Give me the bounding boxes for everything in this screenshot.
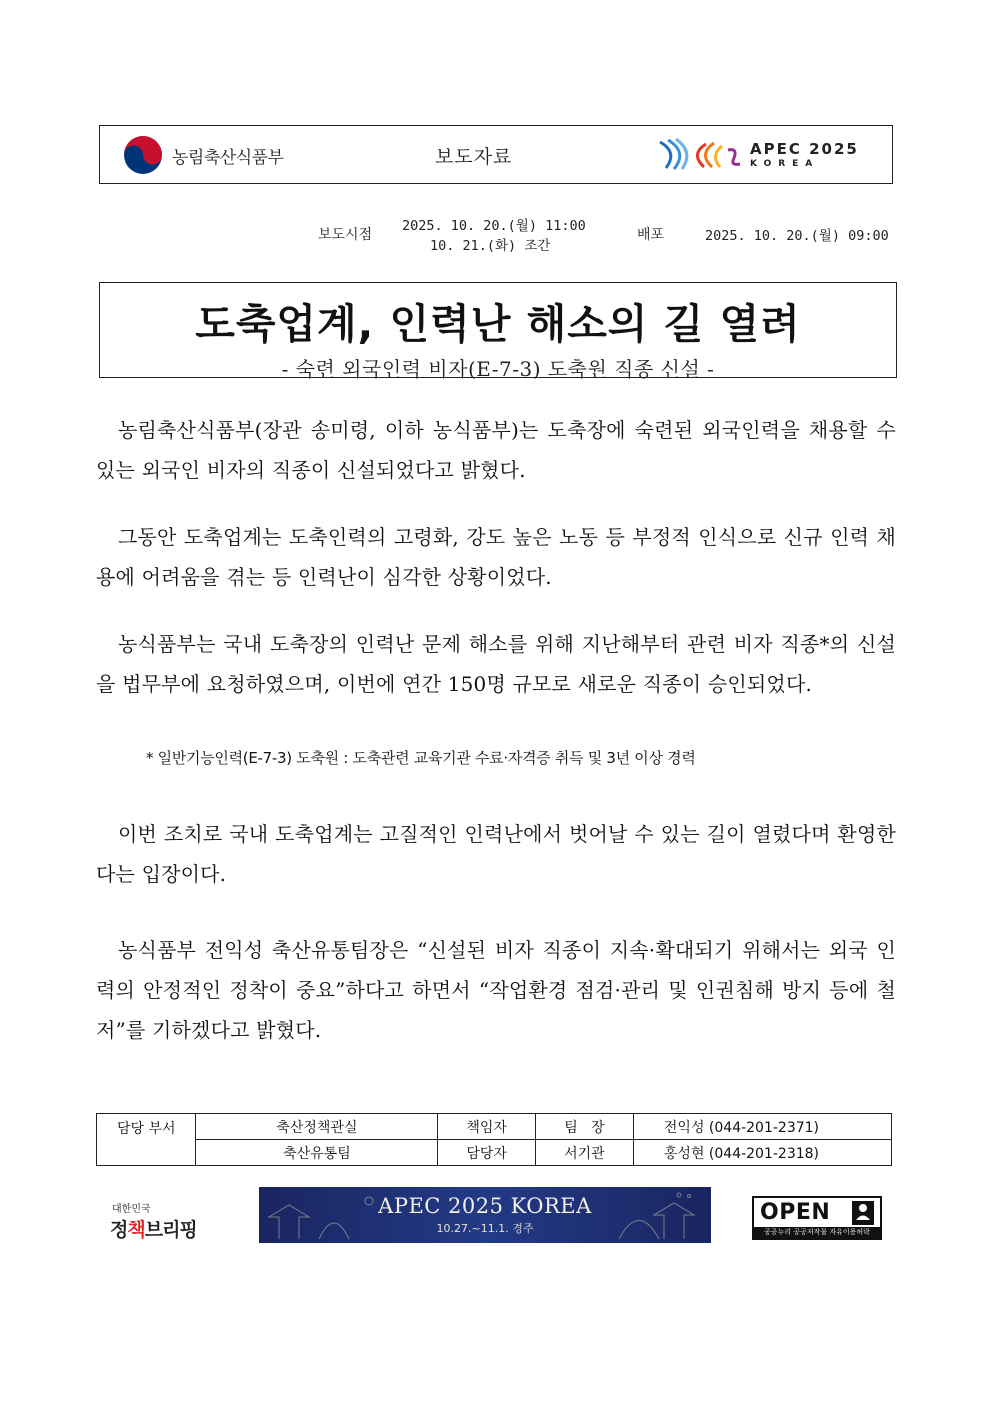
- release-time-line2: 10. 21.(화) 조간: [430, 238, 551, 254]
- paragraph-text: 이번 조치로 국내 도축업계는 고질적인 인력난에서 벗어날 수 있는 길이 열렸다며 환영한다는 입장이다.: [96, 822, 896, 886]
- office-cell: 축산정책관실: [196, 1114, 438, 1140]
- paragraph-1: [96, 410, 896, 490]
- press-release-label: 보도자료: [435, 146, 513, 168]
- ministry-logo: [122, 135, 283, 175]
- release-label: 보도시점: [318, 227, 373, 243]
- paragraph-text: 농식품부 전익성 축산유통팀장은 “신설된 비자 직종이 지속·확대되기 위해서는 외국 인력의 안정적인 정착이 중요”하다고 하면서 “작업환경 점검·관리 및 인권침해 방지 등에 철저”를 기하겠다고 밝혔다.: [96, 938, 896, 1042]
- staff-person-cell: 홍성현 (044-201-2318): [633, 1140, 891, 1166]
- team-cell: 축산유통팀: [196, 1140, 438, 1166]
- title-box: [99, 282, 897, 381]
- contact-table: [96, 1113, 892, 1166]
- paragraph-text: 농식품부는 국내 도축장의 인력난 문제 해소를 위해 지난해부터 관련 비자 직종*의 신설을 법무부에 요청하였으며, 이번에 연간 150명 규모로 새로운 직종이 승인되었다.: [96, 632, 896, 696]
- open-strip-text: 공공누리 공공저작물 자유이용허락: [754, 1227, 880, 1238]
- apec-swirl-icon: [658, 134, 742, 174]
- open-word: OPEN: [760, 1200, 831, 1225]
- responsible-role-cell: 팀 장: [535, 1114, 633, 1140]
- staff-label-cell: 담당자: [438, 1140, 536, 1166]
- main-title: 도축업계, 인력난 해소의 길 열려: [195, 300, 801, 348]
- attribution-badge-icon: [852, 1201, 874, 1225]
- distribution-label: 배포: [637, 227, 665, 243]
- apec-subtitle: KOREA: [750, 158, 820, 169]
- table-row: [97, 1140, 892, 1166]
- staff-role-cell: 서기관: [535, 1140, 633, 1166]
- paragraph-4: [96, 814, 896, 894]
- ministry-name: 농림축산식품부: [172, 147, 284, 168]
- briefing-big-text: 정책브리핑: [110, 1219, 197, 1241]
- release-schedule: [0, 213, 992, 255]
- briefing-small-text: 대한민국: [112, 1204, 151, 1215]
- apec-banner: [259, 1187, 711, 1243]
- kogl-open-logo: [752, 1196, 882, 1240]
- footnote: * 일반기능인력(E-7-3) 도축원 : 도축관련 교육기관 수료·자격증 취득 및 3년 이상 경력: [146, 749, 696, 767]
- distribution-time: 2025. 10. 20.(월) 09:00: [705, 228, 889, 244]
- banner-title: APEC 2025 KOREA: [378, 1194, 592, 1218]
- paragraph-3: [96, 624, 896, 704]
- paragraph-text: 그동안 도축업계는 도축인력의 고령화, 강도 높은 노동 등 부정적 인식으로 신규 인력 채용에 어려움을 겪는 등 인력난이 심각한 상황이었다.: [96, 525, 896, 589]
- responsible-person-cell: 전익성 (044-201-2371): [633, 1114, 891, 1140]
- paragraph-2: [96, 517, 896, 597]
- sub-title: - 숙련 외국인력 비자(E-7-3) 도축원 직종 신설 -: [281, 357, 715, 381]
- taeguk-emblem-icon: [122, 134, 164, 176]
- paragraph-5: [96, 930, 896, 1050]
- dept-label-cell: 담당 부서: [97, 1114, 196, 1166]
- table-row: [97, 1114, 892, 1140]
- apec-logo: [658, 134, 859, 174]
- banner-date: 10.27.~11.1. 경주: [436, 1222, 534, 1235]
- apec-title: APEC 2025: [750, 139, 859, 158]
- press-header: [99, 125, 893, 184]
- policy-briefing-logo: [110, 1200, 197, 1242]
- release-time-line1: 2025. 10. 20.(월) 11:00: [402, 218, 586, 234]
- paragraph-text: 농림축산식품부(장관 송미령, 이하 농식품부)는 도축장에 숙련된 외국인력을 채용할 수 있는 외국인 비자의 직종이 신설되었다고 밝혔다.: [96, 418, 896, 482]
- responsible-label-cell: 책임자: [438, 1114, 536, 1140]
